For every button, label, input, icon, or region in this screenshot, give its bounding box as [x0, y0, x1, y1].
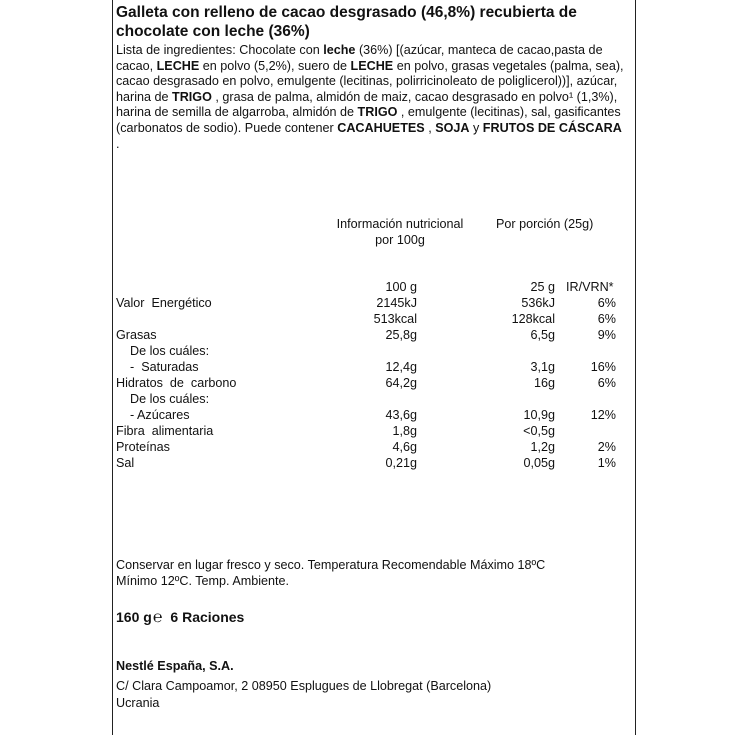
nutrition-row-ir: 1% — [597, 456, 616, 470]
nutrition-row-value-100g: 25,8g — [385, 328, 417, 342]
nutrition-row-value-portion: 128kcal — [511, 312, 555, 326]
nutrition-row-ir: 2% — [597, 440, 616, 454]
ingredient-allergen: LECHE — [350, 58, 394, 73]
nutrition-row-ir: 16% — [590, 360, 616, 374]
ingredient-text: (36%) [(azúcar, manteca de cacao,pasta de cacao, — [116, 43, 603, 73]
nutrition-header-per100-line2: por 100g — [375, 233, 425, 247]
nutrition-row-value-100g: 12,4g — [385, 360, 417, 374]
nutrition-unit-portion: 25 g — [530, 280, 555, 294]
nutrition-row-label: De los cuáles: — [116, 344, 210, 358]
product-title: Galleta con relleno de cacao desgrasado (46,8%) recubierta de chocolate con leche (36%) — [116, 4, 577, 40]
ingredient-allergen: LECHE — [156, 58, 200, 73]
ingredient-text: en polvo (5,2%), suero de — [199, 58, 351, 73]
nutrition-header-per100-line1: Información nutricional — [336, 217, 464, 231]
ingredient-allergen: CACAHUETES — [337, 120, 425, 135]
nutrition-row-value-100g: 64,2g — [385, 376, 417, 390]
nutrition-header-portion: Por porción (25g) — [496, 217, 594, 231]
ingredient-allergen: TRIGO — [357, 105, 398, 120]
nutrition-row-value-portion: 6,5g — [530, 328, 555, 342]
estimated-sign-icon: ℮ — [152, 609, 163, 626]
nutrition-row-label: Proteínas — [116, 440, 170, 454]
nutrition-row-ir: 9% — [597, 328, 616, 342]
nutrition-header-per100 — [320, 216, 480, 248]
company-address: C/ Clara Campoamor, 2 08950 Esplugues de Llobregat (Barcelona) — [116, 679, 492, 693]
nutrition-row-ir: 6% — [597, 376, 616, 390]
nutrition-row-value-100g: 2145kJ — [376, 296, 417, 310]
nutrition-row-value-portion: 3,1g — [530, 360, 555, 374]
company-name: Nestlé España, S.A. — [116, 659, 234, 673]
nutrition-row-label: Grasas — [116, 328, 157, 342]
nutrition-row-label: Fibra alimentaria — [116, 424, 214, 438]
ingredients-list — [116, 43, 626, 152]
ingredient-allergen: FRUTOS DE CÁSCARA — [482, 120, 622, 135]
nutrition-row-ir: 6% — [597, 312, 616, 326]
nutrition-unit-ir: IR/VRN* — [566, 280, 614, 294]
ingredient-allergen: TRIGO — [172, 89, 212, 104]
storage-line-2: Mínimo 12ºC. Temp. Ambiente. — [116, 574, 290, 588]
ingredient-text: , emulgente (lecitinas), sal, gasificantes (carbonatos de sodio). Puede contener — [116, 105, 621, 135]
nutrition-row-value-100g: 1,8g — [392, 424, 417, 438]
nutrition-row-value-100g: 0,21g — [385, 456, 417, 470]
nutrition-row-value-100g: 43,6g — [385, 408, 417, 422]
net-quantity — [116, 609, 244, 627]
nutrition-row-ir: 12% — [590, 408, 616, 422]
ingredient-allergen: leche — [323, 43, 356, 57]
net-weight: 160 g — [116, 609, 152, 625]
nutrition-row-label: - Azúcares — [116, 408, 190, 422]
ingredient-allergen: SOJA — [435, 120, 470, 135]
company-address-block — [116, 678, 491, 712]
nutrition-row-label: Valor Energético — [116, 296, 212, 310]
storage-line-1: Conservar en lugar fresco y seco. Temperatura Recomendable Máximo 18ºC — [116, 558, 546, 572]
ingredient-text: y — [469, 120, 483, 135]
nutrition-row-ir: 6% — [597, 296, 616, 310]
portions: 6 Raciones — [170, 609, 245, 625]
nutrition-row-label: De los cuáles: — [116, 392, 210, 406]
ingredient-text: en polvo, grasas vegetales (palma, sea), cacao desgrasado en polvo, emulgente (lecitinas, polirricinoleato de poliglicerol))], azúcar, harina de — [116, 58, 624, 104]
ingredient-text: Lista de ingredientes: Chocolate con — [116, 43, 324, 57]
nutrition-row-value-portion: 536kJ — [521, 296, 555, 310]
storage-instructions — [116, 557, 545, 589]
nutrition-row-value-portion: 10,9g — [523, 408, 555, 422]
nutrition-row-value-100g: 4,6g — [392, 440, 417, 454]
nutrition-row-value-100g: 513kcal — [373, 312, 417, 326]
origin-country: Ucrania — [116, 696, 160, 710]
nutrition-row-value-portion: 0,05g — [523, 456, 555, 470]
nutrition-row-value-portion: 16g — [533, 376, 555, 390]
nutrition-row-label: Sal — [116, 456, 135, 470]
nutrition-row-value-portion: 1,2g — [530, 440, 555, 454]
nutrition-row-label: Hidratos de carbono — [116, 376, 237, 390]
ingredient-text: . — [116, 136, 120, 151]
nutrition-row-value-portion: <0,5g — [523, 424, 555, 438]
ingredient-text: , — [424, 120, 436, 135]
nutrition-row-label: - Saturadas — [116, 360, 199, 374]
ingredient-text: , grasa de palma, almidón de maiz, cacao desgrasado en polvo¹ (1,3%), harina de semilla de algarroba, almidón de — [116, 89, 618, 120]
nutrition-unit-100: 100 g — [385, 280, 417, 294]
